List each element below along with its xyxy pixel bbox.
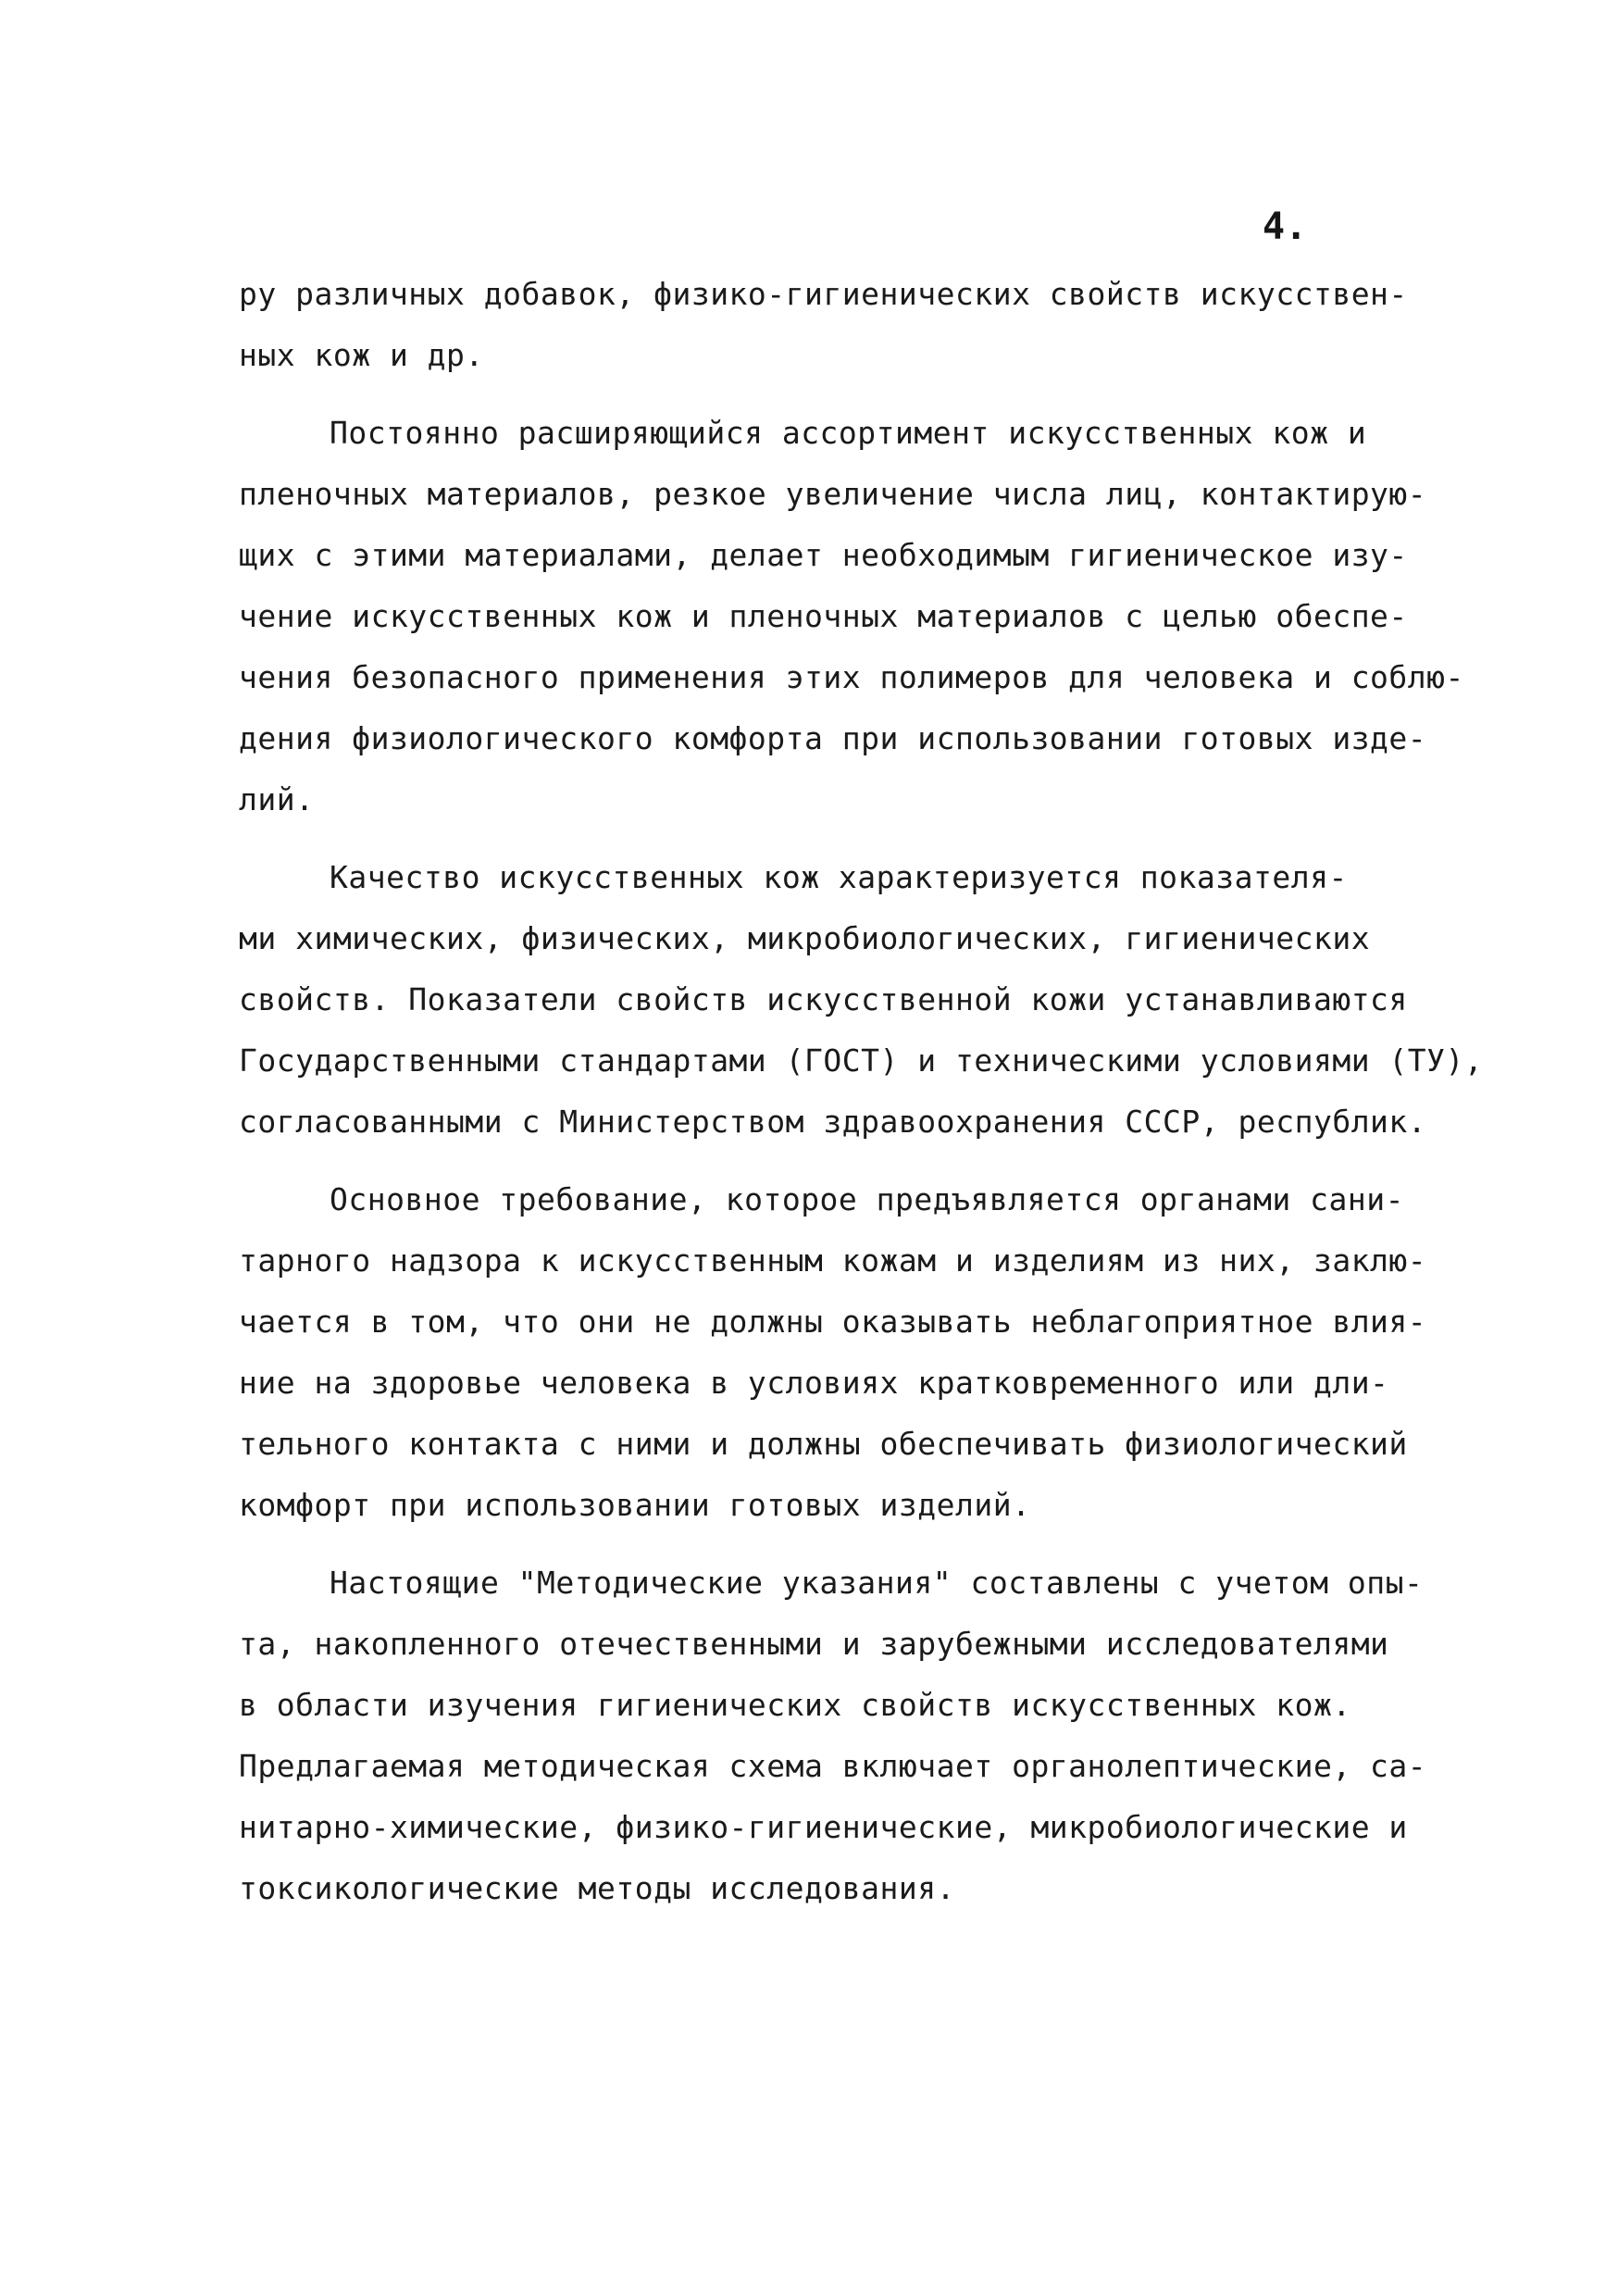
text-line: нитарно-химические, физико-гигиенические, микробиологические и: [239, 1809, 1408, 1845]
paragraph-3: [239, 847, 1484, 1153]
text-line: чение искусственных кож и пленочных материалов с целью обеспе-: [239, 598, 1408, 634]
text-line: ми химических, физических, микробиологических, гигиенических: [239, 920, 1371, 956]
body-text: [239, 264, 1484, 1919]
paragraph-1: [239, 264, 1414, 386]
text-line: Качество искусственных кож характеризуется показателя-: [330, 859, 1348, 895]
text-line: дения физиологического комфорта при использовании готовых изде-: [239, 720, 1427, 756]
paragraph-2: [239, 403, 1464, 830]
text-line: пленочных материалов, резкое увеличение числа лиц, контактирую-: [239, 476, 1427, 512]
text-line: та, накопленного отечественными и зарубежными исследователями: [239, 1626, 1389, 1662]
text-line: ру различных добавок, физико-гигиенических свойств искусствен-: [239, 276, 1408, 312]
text-line: токсикологические методы исследования.: [239, 1870, 955, 1906]
text-line: чается в том, что они не должны оказывать неблагоприятное влия-: [239, 1304, 1427, 1340]
text-line: тарного надзора к искусственным кожам и изделиям из них, заклю-: [239, 1242, 1427, 1279]
text-line: согласованными с Министерством здравоохранения СССР, республик.: [239, 1104, 1427, 1140]
text-line: Предлагаемая методическая схема включает органолептические, са-: [239, 1748, 1427, 1784]
text-line: Постоянно расширяющийся ассортимент искусственных кож и: [330, 415, 1367, 451]
paragraph-4: [239, 1169, 1427, 1536]
text-line: ние на здоровье человека в условиях кратковременного или дли-: [239, 1365, 1389, 1401]
text-line: Настоящие "Методические указания" составлены с учетом опы-: [330, 1565, 1424, 1601]
text-line: в области изучения гигиенических свойств искусственных кож.: [239, 1687, 1351, 1723]
page-number: 4.: [1263, 206, 1308, 248]
paragraph-5: [239, 1553, 1427, 1919]
text-line: чения безопасного применения этих полимеров для человека и соблю-: [239, 659, 1464, 695]
text-line: Основное требование, которое предъявляется органами сани-: [330, 1181, 1404, 1217]
text-line: свойств. Показатели свойств искусственной кожи устанавливаются: [239, 981, 1408, 1017]
text-line: ных кож и др.: [239, 337, 484, 373]
text-line: щих с этими материалами, делает необходимым гигиеническое изу-: [239, 537, 1408, 573]
text-line: тельного контакта с ними и должны обеспечивать физиологический: [239, 1426, 1408, 1462]
text-line: комфорт при использовании готовых изделий.: [239, 1487, 1031, 1523]
text-line: лий.: [239, 781, 315, 817]
text-line: Государственными стандартами (ГОСТ) и техническими условиями (ТУ),: [239, 1042, 1484, 1079]
